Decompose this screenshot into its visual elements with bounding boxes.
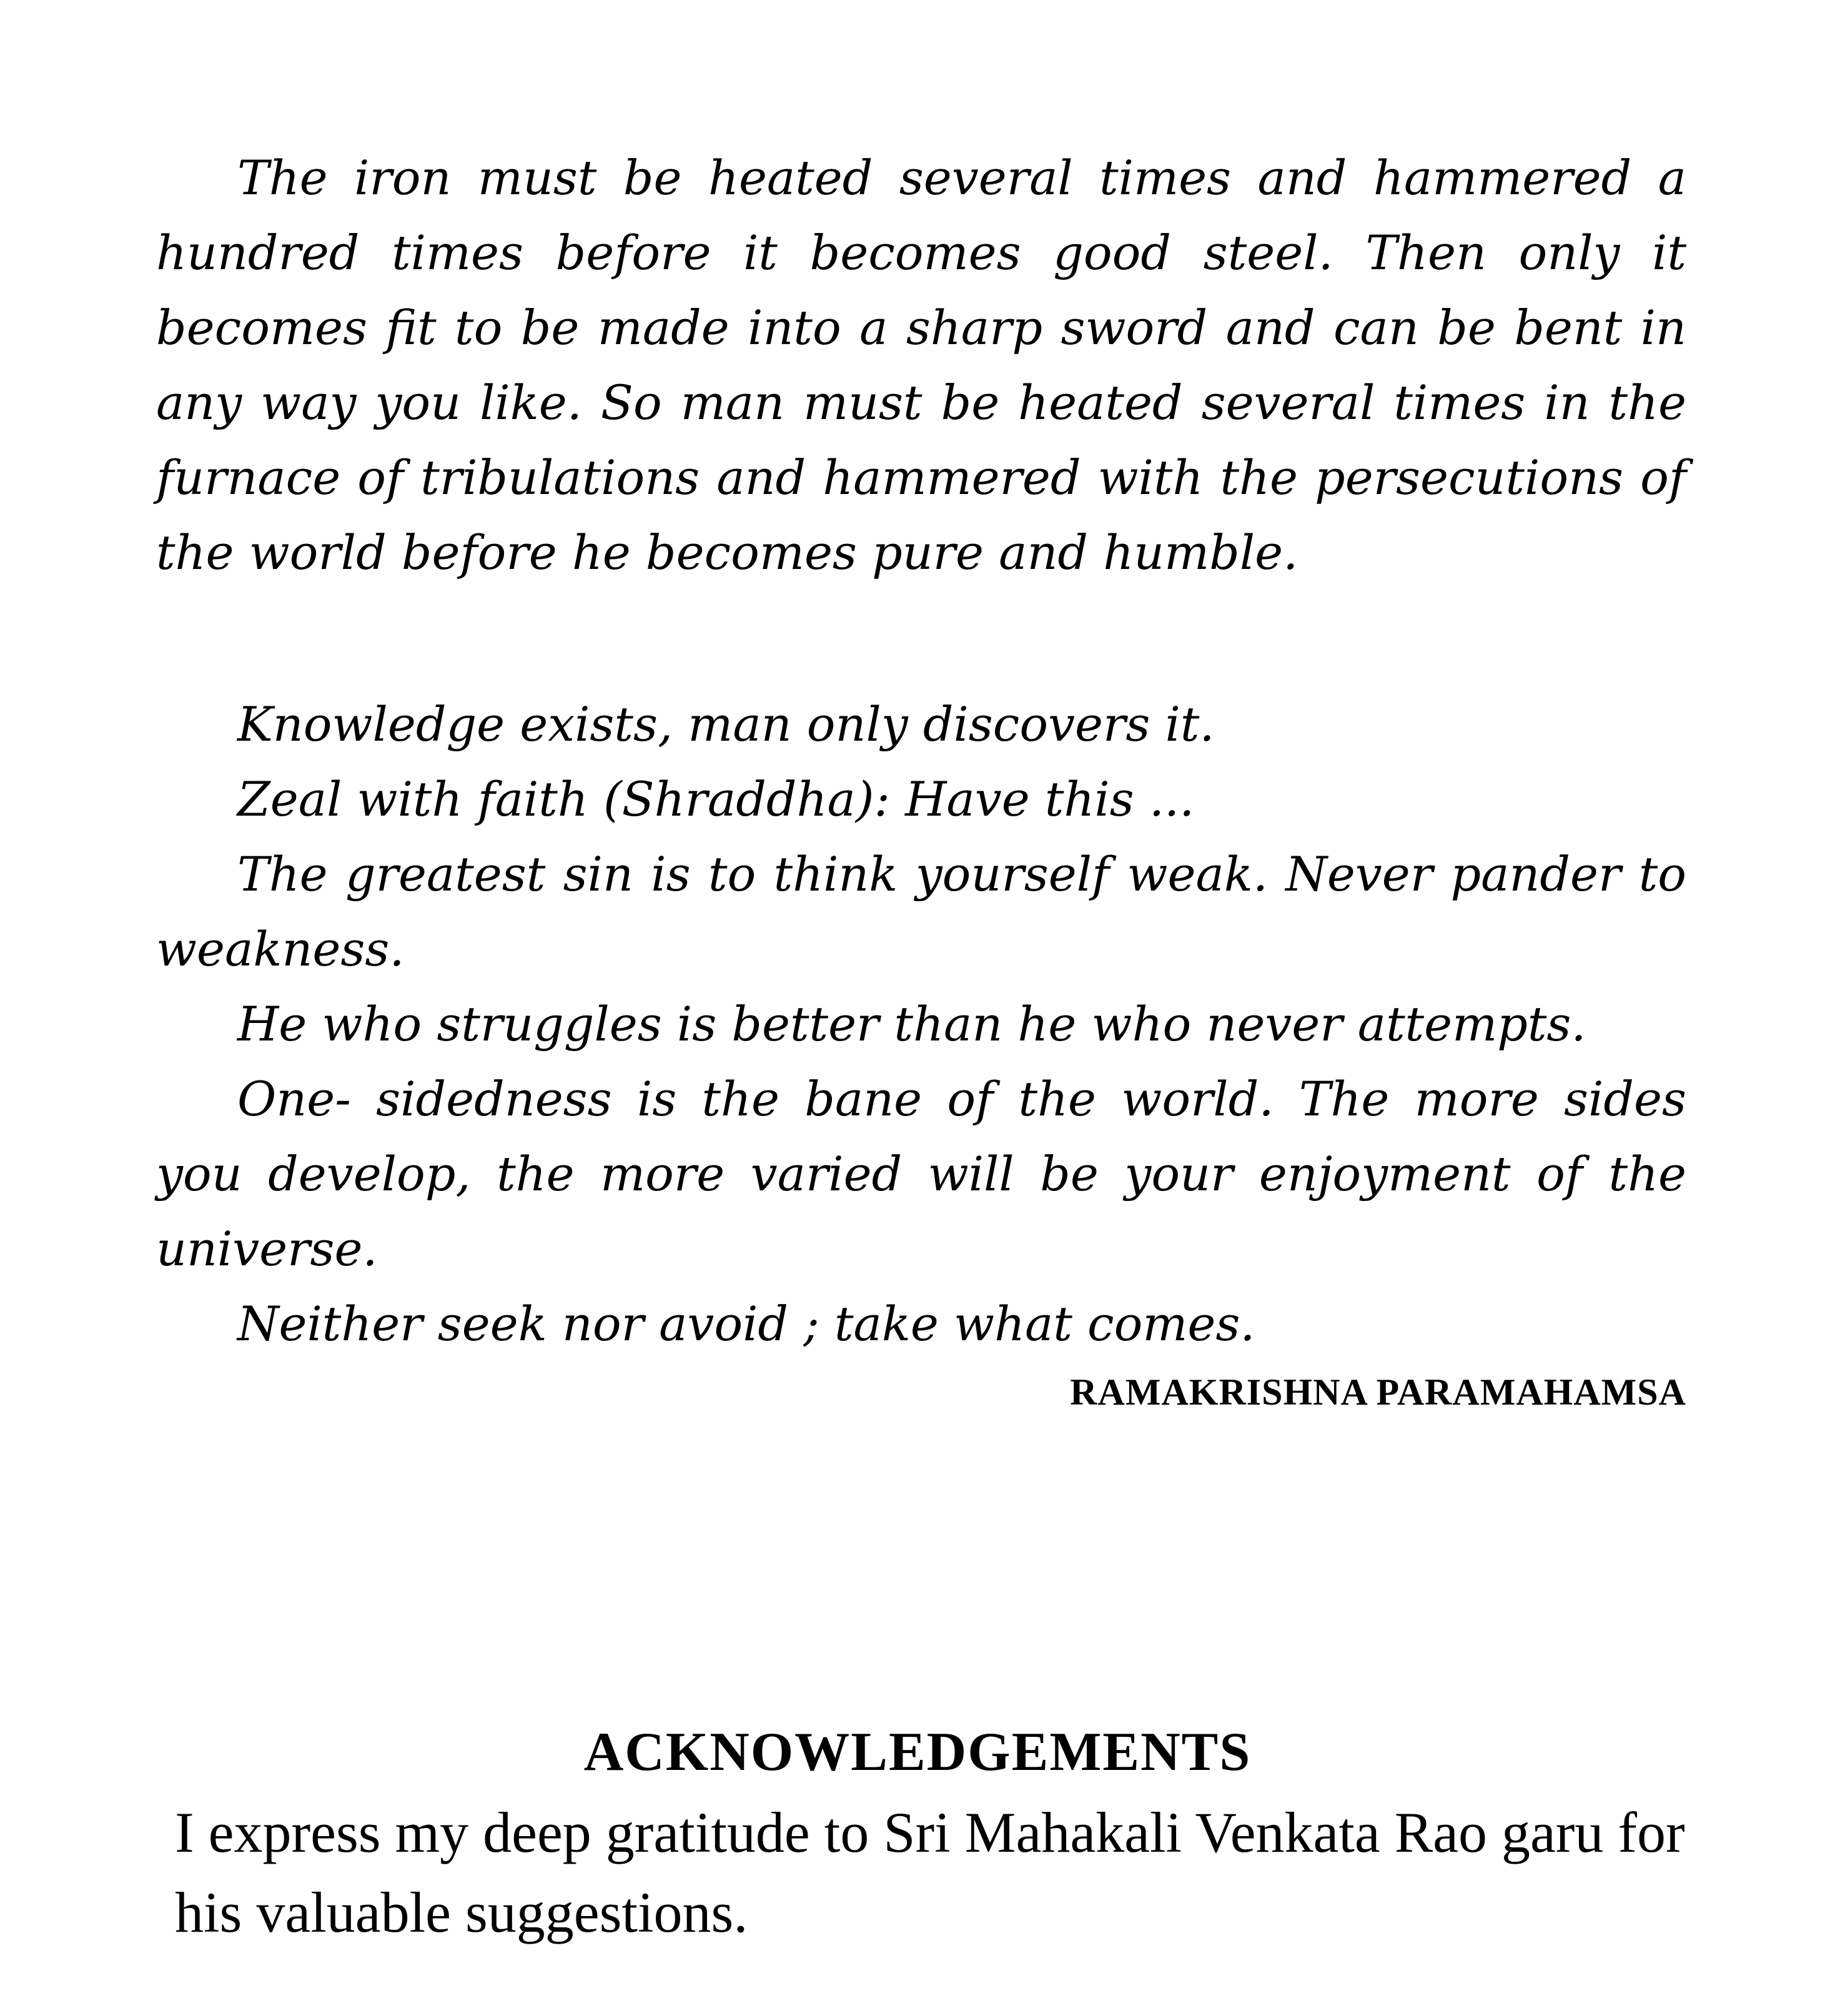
quote-paragraph: The iron must be heated several times and hammered a hundred times before it becomes good steel. Then only it becomes fit to be made into a sharp sword and can be bent in any way you like. So man must be heated several times in the furnace of tribulations and hammered with the persecutions of the world before he becomes pure and humble. (156, 150, 1686, 580)
saying-struggles: He who struggles is better than he who never attempts. (237, 996, 1586, 1052)
quote-attribution: RAMAKRISHNA PARAMAHAMSA (1070, 1371, 1686, 1413)
acknowledgements-body: I express my deep gratitude to Sri Mahakali Venkata Rao garu for his valuable suggestions. (175, 1801, 1685, 1944)
saying-one-sidedness: One- sidedness is the bane of the world. The more sides you develop, the more varied will be your enjoyment of the universe. (156, 1071, 1686, 1277)
saying-greatest-sin: The greatest sin is to think yourself weak. Never pander to weakness. (156, 846, 1686, 977)
saying-neither-seek: Neither seek nor avoid ; take what comes. (237, 1296, 1255, 1351)
saying-knowledge: Knowledge exists, man only discovers it. (237, 696, 1215, 752)
saying-zeal: Zeal with faith (Shraddha): Have this ... (237, 771, 1195, 827)
quote-section (156, 141, 1686, 590)
acknowledgements-heading: ACKNOWLEDGEMENTS (583, 1722, 1252, 1782)
sayings-list (156, 687, 1686, 1361)
